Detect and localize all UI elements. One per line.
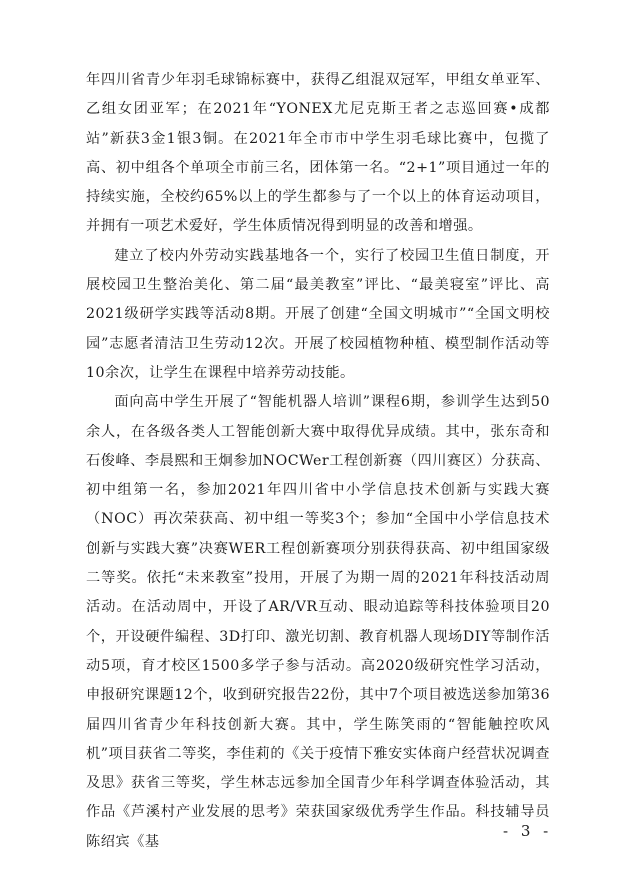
paragraph-sports: 年四川省青少年羽毛球锦标赛中，获得乙组混双冠军，甲组女单亚军、乙组女团亚军；在2021年“YONEX尤尼克斯王者之志巡回赛•成都站”新获3金1银3铜。在2021年全市市中学生羽毛球比赛中，包揽了高、初中组各个单项全市前三名，团体第一名。“2+1”项目通过一年的持续实施，全校约65%以上的学生都参与了一个以上的体育运动项目，并拥有一项艺术爱好，学生体质情况得到明显的改善和增强。 <box>86 72 550 235</box>
page-number: - 3 - <box>503 822 553 840</box>
paragraph-technology: 面向高中学生开展了“智能机器人培训”课程6期，参训学生达到50余人，在各级各类人工智能创新大赛中取得优异成绩。其中，张东奇和石俊峰、李晨熙和王炯参加NOCWer工程创新赛（四川赛区）分获高、初中组第一名，参加2021年四川省中小学信息技术创新与实践大赛（NOC）再次荣获高、初中组一等奖3个；参加“全国中小学信息技术创新与实践大赛”决赛WER工程创新赛项分别获得获高、初中组国家级二等奖。依托“未来教室”投用，开展了为期一周的2021年科技活动周活动。在活动周中，开设了AR/VR互动、眼动追踪等科技体验项目20个，开设硬件编程、3D打印、激光切割、教育机器人现场DIY等制作活动5项，育才校区1500多学子参与活动。高2020级研究性学习活动，申报研究课题12个，收到研究报告22份，其中7个项目被选送参加第36届四川省青少年科技创新大赛。其中，学生陈笑雨的“智能触控吹风机”项目获省二等奖，李佳莉的《关于疫情下雅安实体商户经营状况调查及思》获省三等奖，学生林志远参加全国青少年科学调查体验活动，其作品《芦溪村产业发展的思考》荣获国家级优秀学生作品。科技辅导员陈绍宾《基 <box>86 394 550 850</box>
paragraph-labor: 建立了校内外劳动实践基地各一个，实行了校园卫生值日制度，开展校园卫生整治美化、第二届“最美教室”评比、“最美寝室”评比、高2021级研学实践等活动8期。开展了创建“全国文明城市”“全国文明校园”志愿者清洁卫生劳动12次。开展了校园植物种植、模型制作活动等10余次，让学生在课程中培养劳动技能。 <box>86 247 550 381</box>
body-text <box>86 66 553 857</box>
